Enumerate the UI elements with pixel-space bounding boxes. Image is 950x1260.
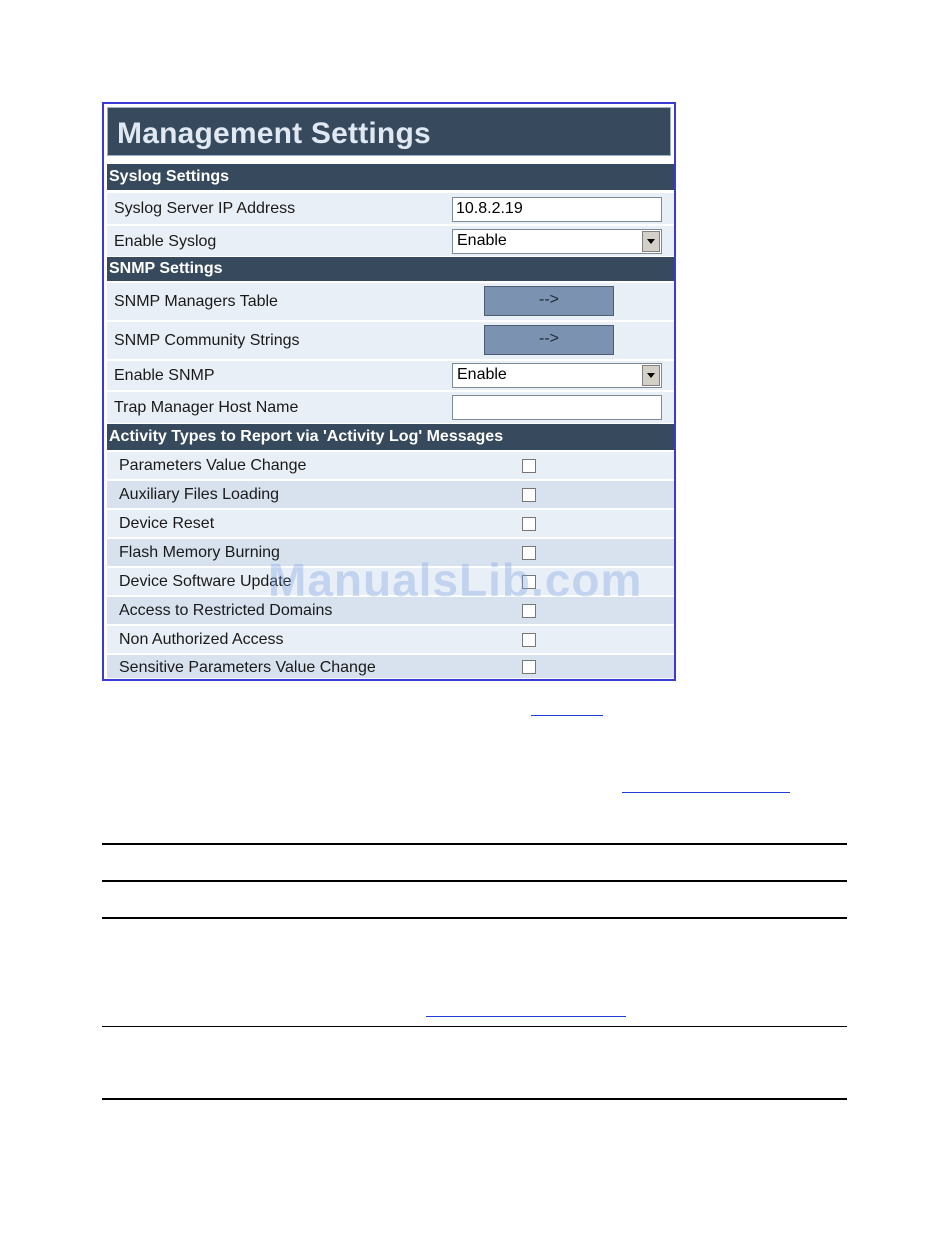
snmp-managers-table-row <box>107 282 674 320</box>
activity-label: Device Software Update <box>119 573 292 590</box>
snmp-managers-table-label: SNMP Managers Table <box>114 293 278 310</box>
activity-checkbox[interactable] <box>522 660 536 674</box>
hyperlink-underline[interactable] <box>426 1016 626 1017</box>
activity-label: Non Authorized Access <box>119 631 284 648</box>
snmp-community-strings-button[interactable]: --> <box>484 325 614 355</box>
activity-row <box>107 451 674 479</box>
activity-checkbox[interactable] <box>522 488 536 502</box>
activity-label: Device Reset <box>119 515 215 532</box>
enable-snmp-select[interactable] <box>452 363 662 388</box>
activity-row <box>107 480 674 508</box>
trap-manager-host-label: Trap Manager Host Name <box>114 399 299 416</box>
snmp-community-strings-row <box>107 321 674 359</box>
enable-snmp-value: Enable <box>457 366 507 383</box>
page-title: Management Settings <box>117 117 431 150</box>
activity-row <box>107 625 674 653</box>
activity-checkbox[interactable] <box>522 633 536 647</box>
table-rule <box>102 1098 847 1100</box>
table-rule <box>102 917 847 919</box>
chevron-down-icon[interactable] <box>642 231 660 252</box>
enable-snmp-label: Enable SNMP <box>114 367 215 384</box>
activity-label: Parameters Value Change <box>119 457 307 474</box>
syslog-server-ip-row <box>107 192 674 224</box>
activity-label: Access to Restricted Domains <box>119 602 333 619</box>
enable-syslog-value: Enable <box>457 232 507 249</box>
activity-label: Sensitive Parameters Value Change <box>119 659 376 676</box>
title-bar <box>107 107 671 156</box>
hyperlink-underline[interactable] <box>622 792 790 793</box>
enable-syslog-select[interactable] <box>452 229 662 254</box>
activity-checkbox[interactable] <box>522 459 536 473</box>
trap-manager-host-input[interactable] <box>452 395 662 420</box>
activity-row <box>107 509 674 537</box>
table-rule <box>102 1026 847 1027</box>
syslog-server-ip-label: Syslog Server IP Address <box>114 200 296 217</box>
hyperlink-underline[interactable] <box>531 715 603 716</box>
enable-syslog-label: Enable Syslog <box>114 233 217 250</box>
snmp-community-strings-label: SNMP Community Strings <box>114 332 300 349</box>
enable-syslog-row <box>107 225 674 256</box>
activity-checkbox[interactable] <box>522 517 536 531</box>
syslog-section-header: Syslog Settings <box>107 164 674 190</box>
activity-label: Auxiliary Files Loading <box>119 486 280 503</box>
activity-label: Flash Memory Burning <box>119 544 280 561</box>
snmp-managers-table-button[interactable]: --> <box>484 286 614 316</box>
activity-row <box>107 654 674 678</box>
chevron-down-icon[interactable] <box>642 365 660 386</box>
syslog-server-ip-input[interactable]: 10.8.2.19 <box>452 197 662 222</box>
watermark: ManualsLib.com <box>268 554 643 606</box>
table-rule <box>102 843 847 845</box>
table-rule <box>102 880 847 882</box>
enable-snmp-row <box>107 360 674 390</box>
trap-manager-host-row <box>107 391 674 423</box>
snmp-section-header: SNMP Settings <box>107 257 674 281</box>
activity-section-header: Activity Types to Report via 'Activity Log' Messages <box>107 424 674 450</box>
